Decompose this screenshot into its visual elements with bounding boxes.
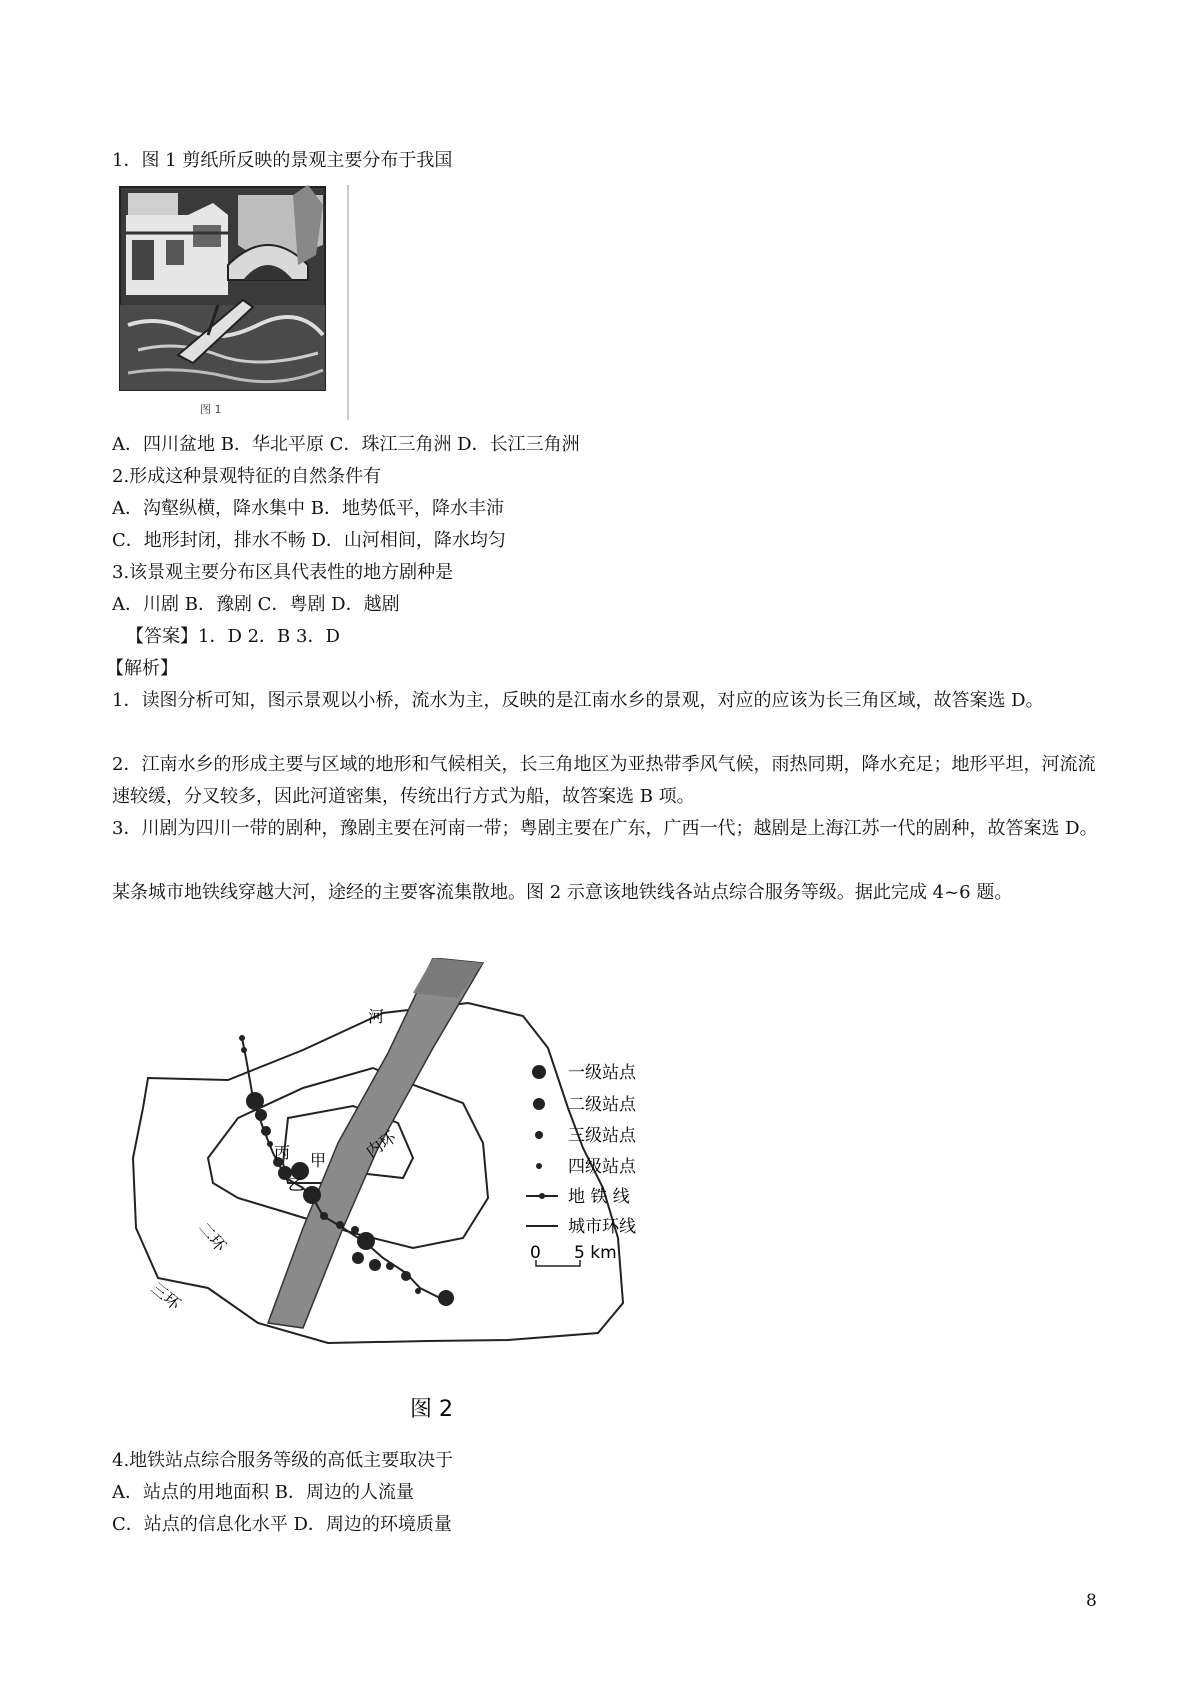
station-level3 <box>401 1271 411 1281</box>
q3-stem: 3.该景观主要分布区具代表性的地方剧种是 <box>112 562 454 583</box>
station-label-bing: 丙 <box>274 1143 291 1162</box>
legend-level3-icon <box>535 1131 543 1139</box>
legend-level4-label: 四级站点 <box>568 1157 636 1177</box>
page-number: 8 <box>1086 1591 1097 1611</box>
station-level2 <box>246 1092 264 1110</box>
legend-level2-icon <box>533 1098 545 1110</box>
analysis-1: 1．读图分析可知，图示景观以小桥，流水为主，反映的是江南水乡的景观，对应的应该为长三角区域，故答案选 D。 <box>112 690 1044 711</box>
scale-start: 0 <box>530 1243 541 1263</box>
q2-options-line1: A．沟壑纵横，降水集中 B．地势低平，降水丰沛 <box>112 498 504 519</box>
q2-stem: 2.形成这种景观特征的自然条件有 <box>112 466 382 487</box>
analysis-title: 【解析】 <box>106 658 178 679</box>
legend-level2-label: 二级站点 <box>568 1095 636 1115</box>
answer-line: 【答案】1．D 2．B 3．D <box>126 626 340 647</box>
station-level3 <box>255 1109 267 1121</box>
station-level3 <box>369 1259 381 1271</box>
paper-cut-figure <box>118 185 350 420</box>
station-level2 <box>357 1232 375 1250</box>
legend-metro-label: 地 铁 线 <box>568 1187 630 1207</box>
fig2-caption: 图 2 <box>410 1397 453 1422</box>
legend-level4-icon <box>536 1163 542 1169</box>
q1-stem: 1．图 1 剪纸所反映的景观主要分布于我国 <box>112 150 453 171</box>
station-level4 <box>320 1212 328 1220</box>
station-level4 <box>336 1221 344 1229</box>
legend-level1-icon <box>532 1065 546 1079</box>
third-ring-label: 三环 <box>147 1278 185 1314</box>
legend <box>526 1063 637 1266</box>
q4-stem: 4.地铁站点综合服务等级的高低主要取决于 <box>112 1450 454 1471</box>
q4-options-line1: A．站点的用地面积 B．周边的人流量 <box>112 1482 414 1503</box>
station-level4 <box>267 1141 273 1147</box>
legend-level1-label: 一级站点 <box>568 1063 636 1083</box>
station-level4 <box>386 1262 394 1270</box>
third-ring-line <box>133 1003 623 1343</box>
fig1-caption: 图 1 <box>200 403 222 416</box>
legend-level3-label: 三级站点 <box>568 1126 636 1146</box>
q2-options-line2: C．地形封闭，排水不畅 D．山河相间，降水均匀 <box>112 530 506 551</box>
scale-end: 5 km <box>574 1243 617 1263</box>
metro-map-figure <box>128 958 728 1428</box>
q1-options: A．四川盆地 B．华北平原 C．珠江三角洲 D．长江三角洲 <box>112 434 580 455</box>
station-level4 <box>415 1288 421 1294</box>
legend-ring-label: 城市环线 <box>568 1217 636 1237</box>
intro-4-6: 某条城市地铁线穿越大河，途经的主要客流集散地。图 2 示意该地铁线各站点综合服务等级。据此完成 4~6 题。 <box>112 882 1013 903</box>
station-label-yi: 乙 <box>288 1175 305 1194</box>
q4-options-line2: C．站点的信息化水平 D．周边的环境质量 <box>112 1514 452 1535</box>
analysis-2: 2．江南水乡的形成主要与区域的地形和气候相关，长三角地区为亚热带季风气候，雨热同期，降水充足；地形平坦，河流流速较缓，分叉较多，因此河道密集，传统出行方式为船，故答案选 B 项。 <box>112 754 1096 807</box>
station-level4 <box>241 1047 247 1053</box>
second-ring-label: 二环 <box>194 1218 231 1256</box>
station-level4 <box>351 1226 359 1234</box>
inner-ring-label: 内环 <box>362 1127 400 1162</box>
analysis-3: 3．川剧为四川一带的剧种，豫剧主要在河南一带；粤剧主要在广东，广西一代；越剧是上海江苏一代的剧种，故答案选 D。 <box>112 818 1098 839</box>
station-level4 <box>239 1035 245 1041</box>
station-level1 <box>303 1186 321 1204</box>
river-label: 河 <box>368 1007 385 1026</box>
station-level3 <box>352 1252 364 1264</box>
station-level3 <box>261 1126 271 1136</box>
station-level1 <box>438 1290 454 1306</box>
station-label-jia: 甲 <box>310 1151 327 1170</box>
q3-options: A．川剧 B．豫剧 C．粤剧 D．越剧 <box>112 594 400 615</box>
